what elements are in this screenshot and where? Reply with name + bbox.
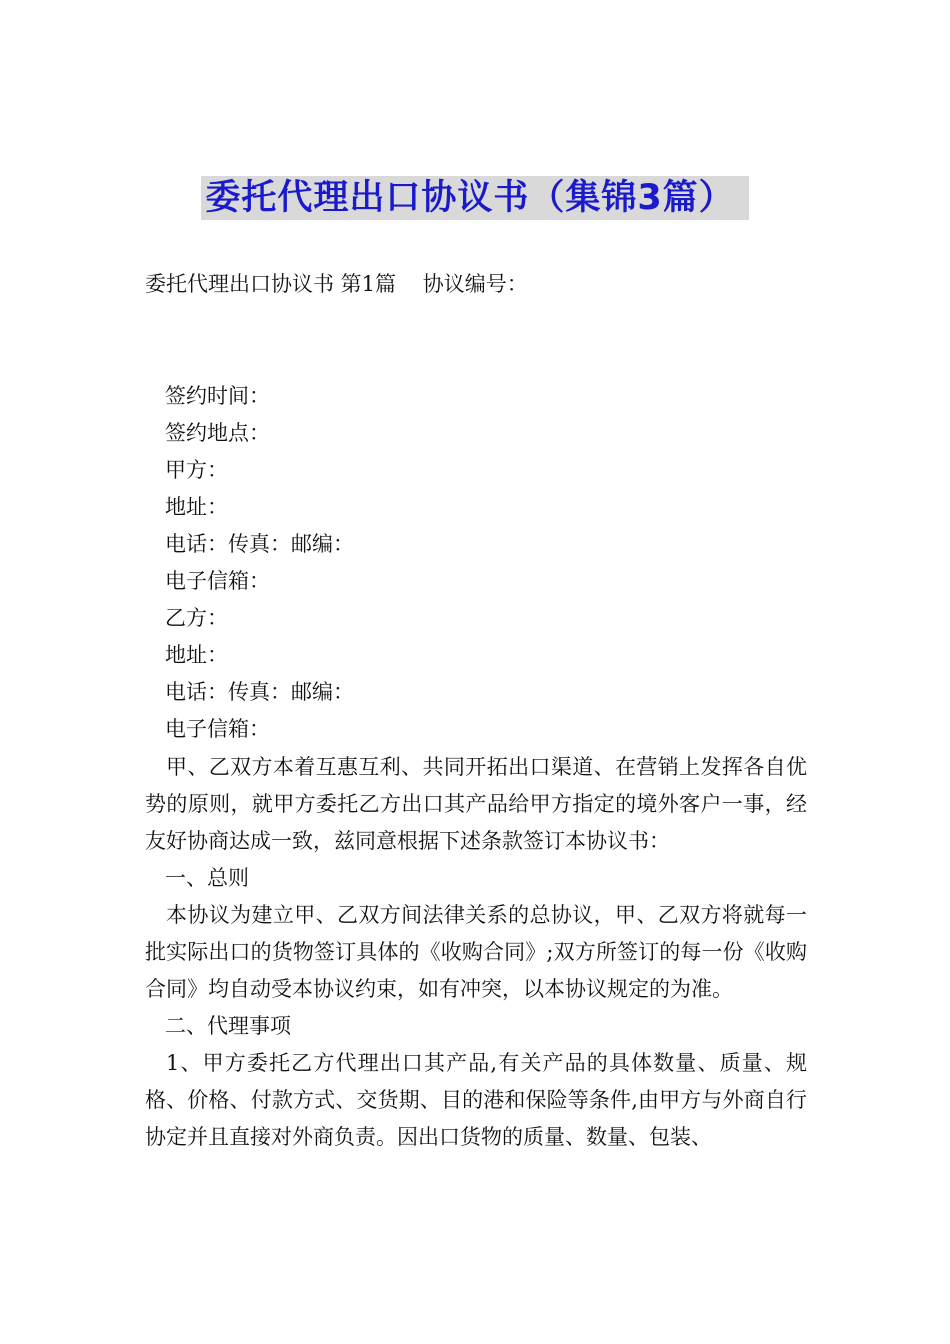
document-title: 委托代理出口协议书（集锦3篇） <box>201 176 748 220</box>
field-party-a-address: 地址： <box>165 495 228 519</box>
field-party-b-email: 电子信箱： <box>165 717 270 741</box>
field-party-b: 乙方： <box>165 606 228 630</box>
intro-paragraph: 甲、乙双方本着互惠互利、共同开拓出口渠道、在营销上发挥各自优势的原则，就甲方委托乙方出口其产品给甲方指定的境外客户一事，经友好协商达成一致，兹同意根据下述条款签订本协议书： <box>145 755 807 853</box>
field-party-b-address: 地址： <box>165 643 228 667</box>
agreement-subtitle: 委托代理出口协议书 第1篇 协议编号： <box>145 272 528 296</box>
title-container <box>0 176 950 220</box>
field-sign-time: 签约时间： <box>165 384 270 408</box>
signing-fields-list <box>165 380 354 750</box>
field-party-a-contact: 电话：传真：邮编： <box>165 532 354 556</box>
field-party-a: 甲方： <box>165 458 228 482</box>
section-agency-paragraph: 1、甲方委托乙方代理出口其产品,有关产品的具体数量、质量、规格、价格、付款方式、交货期、目的港和保险等条件,由甲方与外商自行协定并且直接对外商负责。因出口货物的质量、数量、包装、 <box>145 1051 807 1149</box>
section-general-heading: 一、总则 <box>165 866 249 890</box>
section-agency-heading: 二、代理事项 <box>165 1014 291 1038</box>
field-sign-place: 签约地点： <box>165 421 270 445</box>
section-general-paragraph: 本协议为建立甲、乙双方间法律关系的总协议，甲、乙双方将就每一批实际出口的货物签订具体的《收购合同》;双方所签订的每一份《收购合同》均自动受本协议约束，如有冲突，以本协议规定的为准。 <box>145 903 807 1001</box>
agreement-body <box>145 749 807 1156</box>
field-party-b-contact: 电话：传真：邮编： <box>165 680 354 704</box>
field-party-a-email: 电子信箱： <box>165 569 270 593</box>
